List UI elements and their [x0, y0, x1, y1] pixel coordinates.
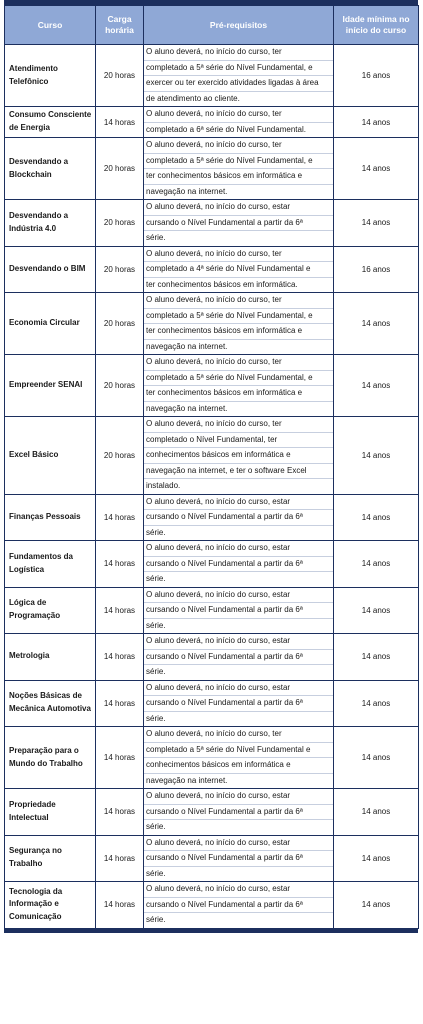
course-hours-cell: 14 horas: [96, 882, 144, 929]
min-age-cell: 14 anos: [334, 587, 419, 634]
prerequisites-cell: [144, 882, 334, 929]
course-name-cell: Finanças Pessoais: [5, 494, 96, 541]
table-row: [5, 494, 419, 541]
prerequisite-line: completado a 5ª série do Nível Fundamental, e: [144, 371, 333, 387]
header-hours: Carga horária: [96, 6, 144, 45]
course-hours-cell: 14 horas: [96, 107, 144, 138]
course-name-cell: Desvendando o BIM: [5, 246, 96, 293]
prerequisites-cell: [144, 246, 334, 293]
table-row: [5, 587, 419, 634]
prerequisites-cell: [144, 587, 334, 634]
prerequisite-line: instalado.: [146, 481, 181, 490]
prerequisites-cell: [144, 634, 334, 681]
prerequisite-line: O aluno deverá, no início do curso, estar: [144, 634, 333, 650]
prerequisite-line: O aluno deverá, no início do curso, ter: [144, 293, 333, 309]
prerequisite-line: completado o Nível Fundamental, ter: [144, 433, 333, 449]
prerequisites-cell: [144, 355, 334, 417]
prerequisites-cell: [144, 200, 334, 247]
min-age-cell: 14 anos: [334, 355, 419, 417]
prerequisite-line: série.: [146, 868, 166, 878]
course-hours-cell: 14 horas: [96, 835, 144, 882]
prerequisites-cell: [144, 138, 334, 200]
courses-table: [4, 5, 419, 929]
course-name-cell: Desvendando a Indústria 4.0: [5, 200, 96, 247]
prerequisites-cell: [144, 541, 334, 588]
table-row: [5, 293, 419, 355]
course-name-cell: Lógica de Programação: [5, 587, 96, 634]
header-prereq: Pré-requisitos: [144, 6, 334, 45]
prerequisite-line: completado a 5ª série do Nível Fundamental, e: [144, 309, 333, 325]
course-name-cell: Desvendando a Blockchain: [5, 138, 96, 200]
prerequisites-cell: [144, 293, 334, 355]
min-age-cell: 14 anos: [334, 727, 419, 789]
prerequisite-line: completado a 5ª série do Nível Fundamental, e: [144, 154, 333, 170]
course-hours-cell: 14 horas: [96, 680, 144, 727]
prerequisite-line: O aluno deverá, no início do curso, ter: [144, 727, 333, 743]
prerequisite-line: completado a 5ª série do Nível Fundamental, e: [144, 61, 333, 77]
table-row: [5, 138, 419, 200]
course-hours-cell: 14 horas: [96, 727, 144, 789]
course-name-cell: Fundamentos da Logística: [5, 541, 96, 588]
prerequisite-line: ter conhecimentos básicos em informática e: [144, 386, 333, 402]
course-hours-cell: 20 horas: [96, 293, 144, 355]
course-name-cell: Noções Básicas de Mecânica Automotiva: [5, 680, 96, 727]
table-row: [5, 417, 419, 495]
prerequisite-line: cursando o Nível Fundamental a partir da 6ª: [144, 510, 333, 526]
table-row: [5, 107, 419, 138]
prerequisite-line: O aluno deverá, no início do curso, ter: [144, 355, 333, 371]
table-header-row: [5, 6, 419, 45]
table-row: [5, 882, 419, 929]
table-row: [5, 634, 419, 681]
prerequisite-line: ter conhecimentos básicos em informática e: [144, 324, 333, 340]
prerequisite-line: série.: [146, 527, 166, 537]
bottom-border-bar: [4, 929, 418, 933]
prerequisite-line: O aluno deverá, no início do curso, ter: [144, 107, 333, 123]
prerequisite-line: cursando o Nível Fundamental a partir da 6ª: [144, 696, 333, 712]
course-hours-cell: 14 horas: [96, 541, 144, 588]
min-age-cell: 16 anos: [334, 246, 419, 293]
prerequisite-line: cursando o Nível Fundamental a partir da 6ª: [144, 805, 333, 821]
table-row: [5, 45, 419, 107]
prerequisite-line: exercer ou ter exercido atividades ligadas à área: [144, 76, 333, 92]
min-age-cell: 16 anos: [334, 45, 419, 107]
prerequisites-cell: [144, 789, 334, 836]
prerequisite-line: série.: [146, 667, 166, 676]
prerequisite-line: O aluno deverá, no início do curso, estar: [144, 200, 333, 216]
prerequisites-cell: [144, 45, 334, 107]
course-name-cell: Atendimento Telefônico: [5, 45, 96, 107]
table-row: [5, 680, 419, 727]
min-age-cell: 14 anos: [334, 494, 419, 541]
min-age-cell: 14 anos: [334, 882, 419, 929]
table-row: [5, 200, 419, 247]
prerequisites-cell: [144, 835, 334, 882]
min-age-cell: 14 anos: [334, 293, 419, 355]
prerequisite-line: cursando o Nível Fundamental a partir da 6ª: [144, 216, 333, 232]
prerequisite-line: de atendimento ao cliente.: [146, 93, 240, 103]
min-age-cell: 14 anos: [334, 417, 419, 495]
prerequisites-cell: [144, 727, 334, 789]
course-name-cell: Empreender SENAI: [5, 355, 96, 417]
course-name-cell: Consumo Consciente de Energia: [5, 107, 96, 138]
prerequisite-line: cursando o Nível Fundamental a partir da 6ª: [144, 650, 333, 666]
prerequisite-line: completado a 4ª série do Nível Fundamental e: [144, 262, 333, 278]
course-name-cell: Propriedade Intelectual: [5, 789, 96, 836]
prerequisite-line: O aluno deverá, no início do curso, ter: [144, 138, 333, 154]
course-hours-cell: 14 horas: [96, 494, 144, 541]
course-hours-cell: 14 horas: [96, 634, 144, 681]
table-row: [5, 835, 419, 882]
min-age-cell: 14 anos: [334, 541, 419, 588]
prerequisite-line: cursando o Nível Fundamental a partir da 6ª: [144, 603, 333, 619]
course-name-cell: Economia Circular: [5, 293, 96, 355]
prerequisite-line: cursando o Nível Fundamental a partir da 6ª: [144, 557, 333, 573]
course-name-cell: Segurança no Trabalho: [5, 835, 96, 882]
prerequisite-line: navegação na internet, e ter o software Excel: [144, 464, 333, 480]
min-age-cell: 14 anos: [334, 107, 419, 138]
prerequisite-line: série.: [146, 620, 166, 630]
table-row: [5, 355, 419, 417]
prerequisite-line: conhecimentos básicos em informática e: [144, 758, 333, 774]
course-hours-cell: 20 horas: [96, 45, 144, 107]
prerequisite-line: O aluno deverá, no início do curso, estar: [144, 789, 333, 805]
prerequisite-line: conhecimentos básicos em informática e: [144, 448, 333, 464]
table-row: [5, 727, 419, 789]
prerequisite-line: O aluno deverá, no início do curso, ter: [144, 45, 333, 61]
min-age-cell: 14 anos: [334, 200, 419, 247]
table-row: [5, 246, 419, 293]
prerequisite-line: navegação na internet.: [146, 403, 228, 413]
prerequisite-line: série.: [146, 574, 166, 583]
course-name-cell: Metrologia: [5, 634, 96, 681]
prerequisite-line: O aluno deverá, no início do curso, estar: [144, 541, 333, 557]
prerequisite-line: série.: [146, 822, 166, 831]
prerequisites-cell: [144, 107, 334, 138]
course-name-cell: Excel Básico: [5, 417, 96, 495]
prerequisite-line: O aluno deverá, no início do curso, ter: [144, 247, 333, 263]
prerequisite-line: O aluno deverá, no início do curso, estar: [144, 882, 333, 898]
course-hours-cell: 20 horas: [96, 355, 144, 417]
table-body: [5, 45, 419, 929]
prerequisite-line: cursando o Nível Fundamental a partir da 6ª: [144, 898, 333, 914]
table-row: [5, 541, 419, 588]
prerequisite-line: navegação na internet.: [146, 341, 228, 351]
prerequisite-line: O aluno deverá, no início do curso, estar: [144, 495, 333, 511]
prerequisite-line: O aluno deverá, no início do curso, estar: [144, 681, 333, 697]
prerequisite-line: série.: [146, 713, 166, 723]
prerequisite-line: navegação na internet.: [146, 775, 228, 785]
min-age-cell: 14 anos: [334, 789, 419, 836]
prerequisite-line: cursando o Nível Fundamental a partir da 6ª: [144, 851, 333, 867]
prerequisite-line: série.: [146, 233, 166, 242]
min-age-cell: 14 anos: [334, 680, 419, 727]
prerequisite-line: navegação na internet.: [146, 186, 228, 196]
prerequisite-line: O aluno deverá, no início do curso, estar: [144, 836, 333, 852]
prerequisite-line: O aluno deverá, no início do curso, ter: [144, 417, 333, 433]
course-hours-cell: 20 horas: [96, 417, 144, 495]
min-age-cell: 14 anos: [334, 138, 419, 200]
prerequisite-line: completado a 6ª série do Nível Fundamental.: [146, 124, 306, 134]
course-hours-cell: 20 horas: [96, 138, 144, 200]
header-min-age: Idade mínima no início do curso: [334, 6, 419, 45]
course-hours-cell: 14 horas: [96, 789, 144, 836]
prerequisites-cell: [144, 494, 334, 541]
prerequisite-line: ter conhecimentos básicos em informática e: [144, 169, 333, 185]
header-course: Curso: [5, 6, 96, 45]
course-name-cell: Tecnologia da Informação e Comunicação: [5, 882, 96, 929]
min-age-cell: 14 anos: [334, 634, 419, 681]
prerequisite-line: O aluno deverá, no início do curso, estar: [144, 588, 333, 604]
course-hours-cell: 14 horas: [96, 587, 144, 634]
prerequisites-cell: [144, 680, 334, 727]
course-name-cell: Preparação para o Mundo do Trabalho: [5, 727, 96, 789]
prerequisite-line: ter conhecimentos básicos em informática.: [146, 279, 298, 289]
course-hours-cell: 20 horas: [96, 246, 144, 293]
prerequisite-line: completado a 5ª série do Nível Fundamental e: [144, 743, 333, 759]
table-row: [5, 789, 419, 836]
prerequisites-cell: [144, 417, 334, 495]
course-hours-cell: 20 horas: [96, 200, 144, 247]
min-age-cell: 14 anos: [334, 835, 419, 882]
prerequisite-line: série.: [146, 915, 166, 924]
